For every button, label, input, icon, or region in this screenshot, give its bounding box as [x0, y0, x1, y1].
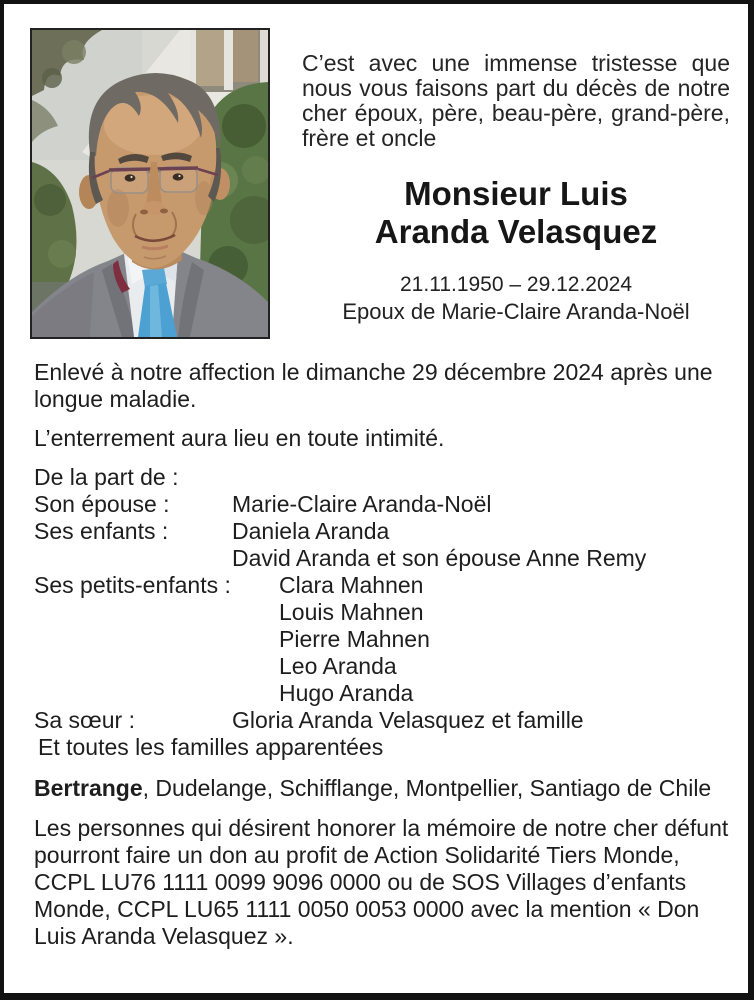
family-role-label: Son épouse : — [34, 491, 170, 517]
notice-body — [30, 359, 730, 950]
spouse-line: Epoux de Marie-Claire Aranda-Noël — [342, 299, 690, 324]
family-member-name: Leo Aranda — [279, 653, 397, 679]
family-row-sister — [34, 707, 730, 734]
portrait-illustration — [32, 30, 268, 337]
family-row-children — [34, 518, 730, 572]
family-member-name: Gloria Aranda Velasquez et famille — [232, 707, 584, 733]
header-text-column — [302, 28, 730, 327]
deceased-name-line2: Aranda Velasquez — [374, 213, 658, 250]
family-list — [34, 491, 730, 761]
life-dates: 21.11.1950 – 29.12.2024 — [400, 273, 632, 296]
funeral-paragraph: L’enterrement aura lieu en toute intimité. — [34, 425, 445, 451]
header-row — [30, 28, 730, 339]
family-member-name: Daniela Aranda — [232, 518, 390, 544]
family-member-name: Clara Mahnen — [279, 572, 424, 598]
place-primary: Bertrange — [34, 775, 143, 801]
death-notice — [4, 4, 748, 950]
window — [190, 30, 268, 92]
family-member-name: David Aranda et son épouse Anne Remy — [232, 545, 647, 571]
family-member-name: Marie-Claire Aranda-Noël — [232, 491, 492, 517]
family-role-label: Ses enfants : — [34, 518, 169, 544]
deceased-portrait-photo — [30, 28, 270, 339]
family-row-spouse — [34, 491, 730, 518]
places-rest: , Dudelange, Schifflange, Montpellier, Santiago de Chile — [142, 775, 712, 801]
intro-text: C’est avec une immense tristesse que nous vous faisons part du décès de notre cher époux, père, beau-père, grand-père, frère et oncle — [302, 50, 730, 151]
places-line — [34, 775, 730, 802]
family-member-name: Pierre Mahnen — [279, 626, 430, 652]
family-role-label: Ses petits-enfants : — [34, 572, 231, 598]
announcement-paragraph: Enlevé à notre affection le dimanche 29 décembre 2024 après une longue maladie. — [34, 359, 713, 412]
from-label: De la part de : — [34, 464, 179, 490]
related-families-line: Et toutes les familles apparentées — [38, 734, 384, 760]
family-member-name: Louis Mahnen — [279, 599, 424, 625]
donation-paragraph: Les personnes qui désirent honorer la mémoire de notre cher défunt pourront faire un don au profit de Action Solidarité Tiers Monde, CCPL LU76 1111 0099 9096 0000 ou de SOS Villages d’enfants Monde, CCPL LU65 1111 0050 0053 0000 avec la mention « Don Luis Aranda Velasquez ». — [34, 815, 729, 949]
family-role-label: Sa sœur : — [34, 707, 135, 733]
deceased-name-line1: Monsieur Luis — [404, 175, 628, 212]
deceased-name — [302, 175, 730, 251]
family-row-grandchildren — [34, 572, 730, 707]
family-member-name: Hugo Aranda — [279, 680, 414, 706]
